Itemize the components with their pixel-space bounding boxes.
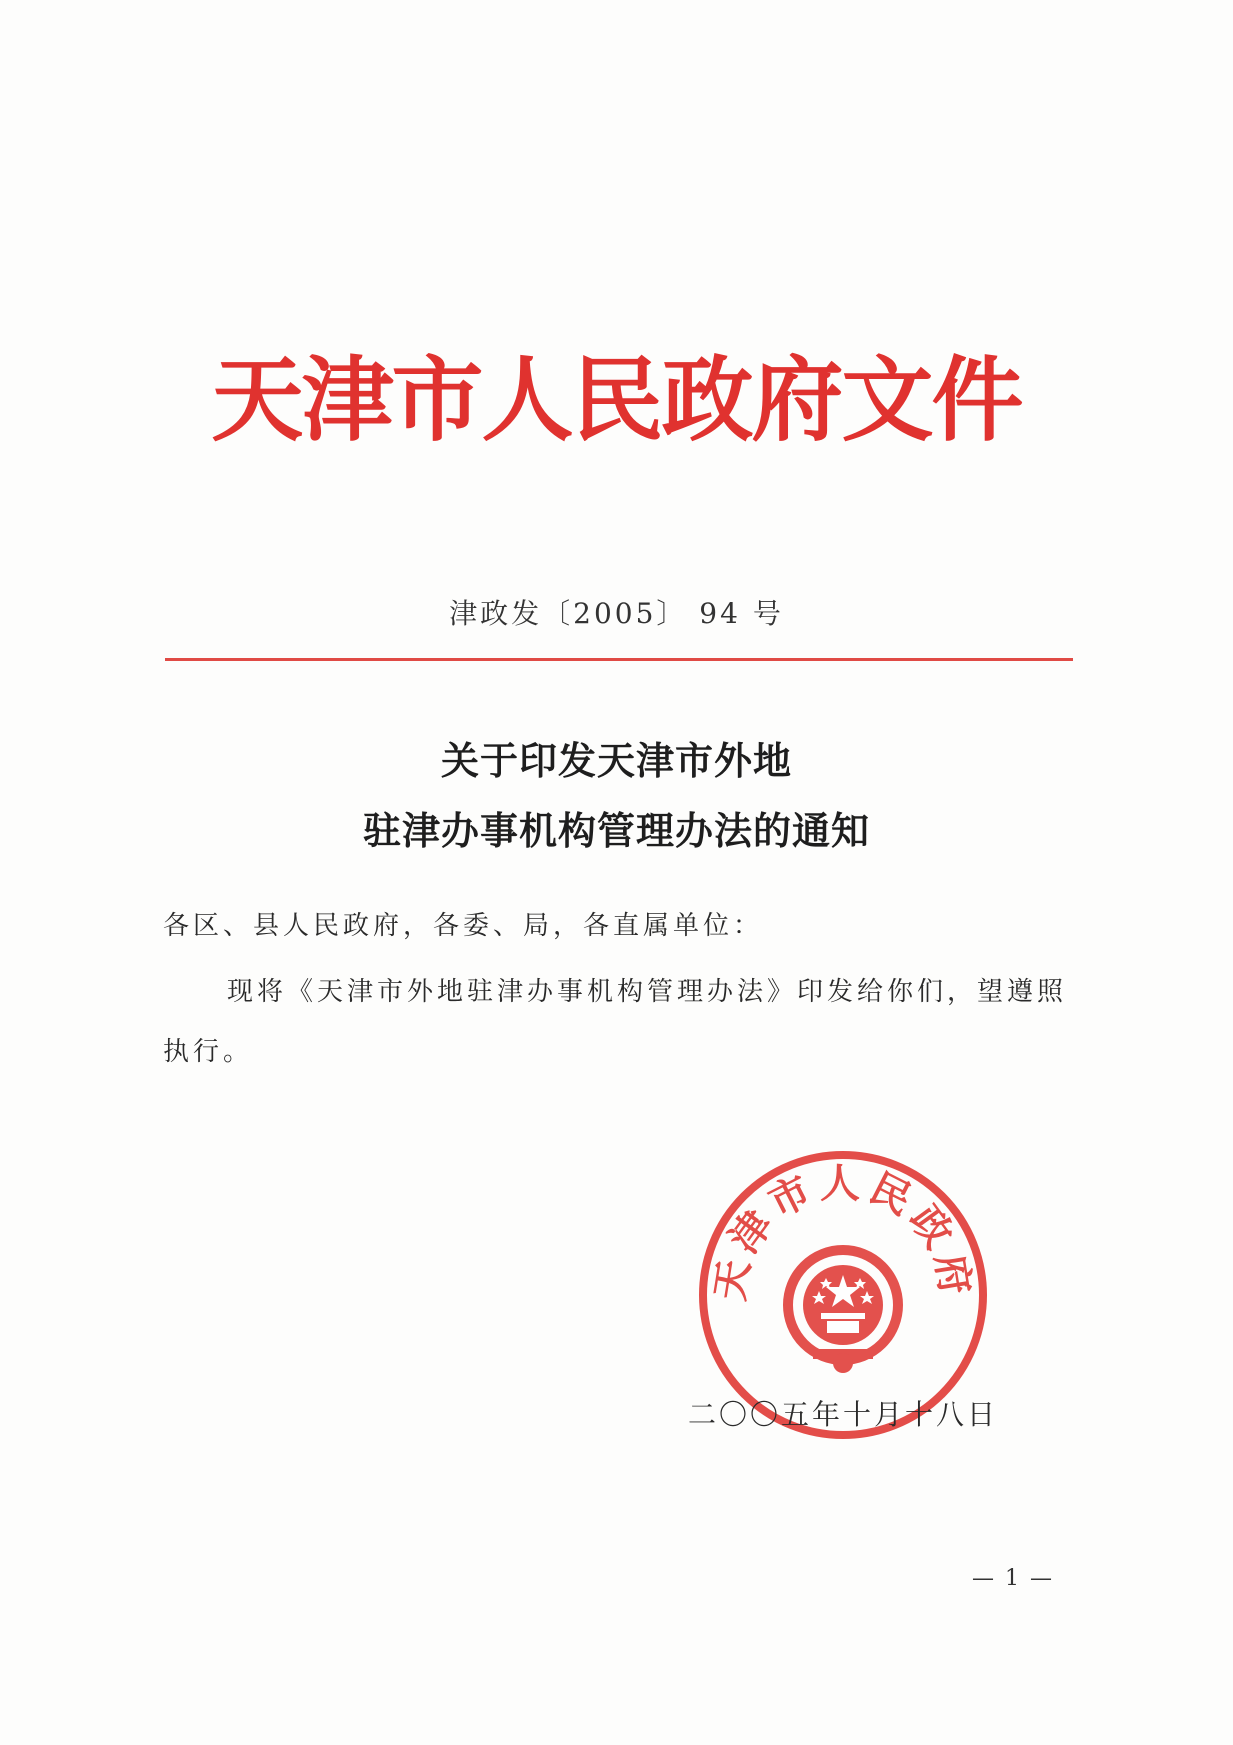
document-number: 津政发〔2005〕 94 号	[449, 597, 784, 630]
document-title-line-1: 关于印发天津市外地	[440, 738, 792, 783]
body-paragraph: 现将《天津市外地驻津办事机构管理办法》印发给你们，望遵照执行。	[163, 977, 1068, 1067]
document-title-line-2: 驻津办事机构管理办法的通知	[362, 808, 870, 853]
national-emblem-icon	[788, 1250, 898, 1373]
issue-date: 二〇〇五年十月十八日	[688, 1398, 999, 1431]
salutation: 各区、县人民政府，各委、局，各直属单位：	[163, 911, 764, 941]
red-divider-line	[165, 658, 1073, 661]
masthead-title: 天津市人民政府文件	[211, 347, 1022, 454]
page-number: — 1 —	[972, 1566, 1054, 1591]
seal-text: 天津市人民政府	[707, 1161, 979, 1304]
